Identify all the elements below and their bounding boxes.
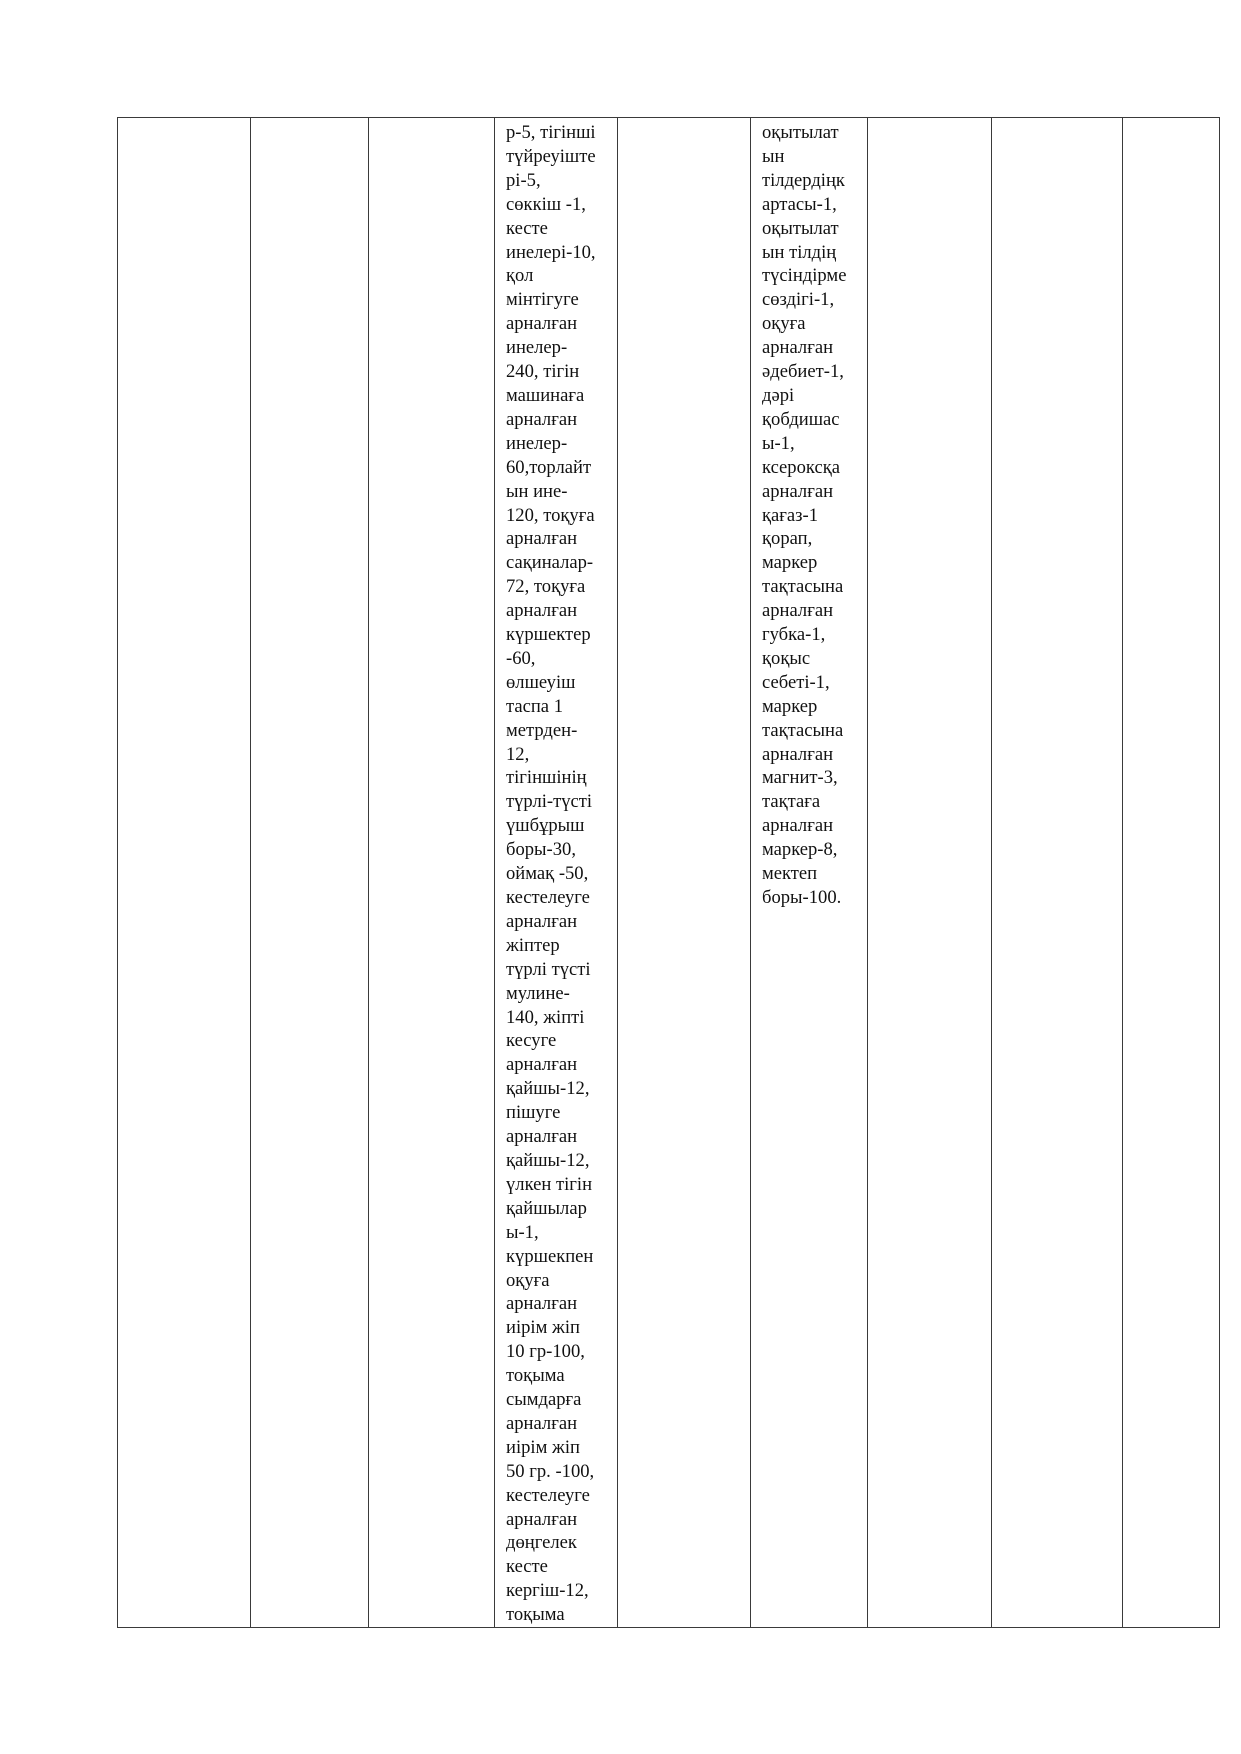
table-cell-7 [868, 118, 992, 1628]
table-cell-4 [495, 118, 618, 1628]
equipment-table [117, 117, 1220, 1628]
table-cell-9 [1123, 118, 1220, 1628]
table-cell-5 [618, 118, 751, 1628]
table-cell-8 [992, 118, 1123, 1628]
table-cell-3 [369, 118, 495, 1628]
table-cell-6 [751, 118, 868, 1628]
table-cell-2 [251, 118, 369, 1628]
table-row [118, 118, 1220, 1628]
cell-text-classroom-supplies: оқытылат ын тілдердіңк артасы-1, оқытылат ын тілдің түсіндірме сөздігі-1, оқуға арналған әдебиет-1, дәрі қобдишас ы-1, ксероксқа арналған қағаз-1 қорап, маркер тақтасына арналған губка-1, қоқыс себеті-1, маркер тақтасына арналған магнит-3, тақтаға арналған маркер-8, мектеп боры-100. [762, 122, 847, 908]
cell-text-sewing-supplies: р-5, тігінші түйреуіште рі-5, сөккіш -1, кесте инелері-10, қол мінтігуге арналған инелер- 240, тігін машинаға арналған инелер- 60,торлайт ын ине- 120, тоқуға арналған сақиналар- 72, тоқуға арналған күршектер -60, өлшеуіш таспа 1 метрден- 12, тігіншінің түрлі-түсті үшбұрыш боры-30, оймақ -50, кестелеуге арналған жіптер түрлі түсті мулине- 140, жіпті кесуге арналған қайшы-12, пішуге арналған қайшы-12, үлкен тігін қайшылар ы-1, күршекпен оқуға арналған иірім жіп 10 гр-100, тоқыма сымдарға арналған иірім жіп 50 гр. -100, кестелеуге арналған дөңгелек кесте кергіш-12, тоқыма [506, 122, 596, 1626]
table-cell-1 [118, 118, 251, 1628]
